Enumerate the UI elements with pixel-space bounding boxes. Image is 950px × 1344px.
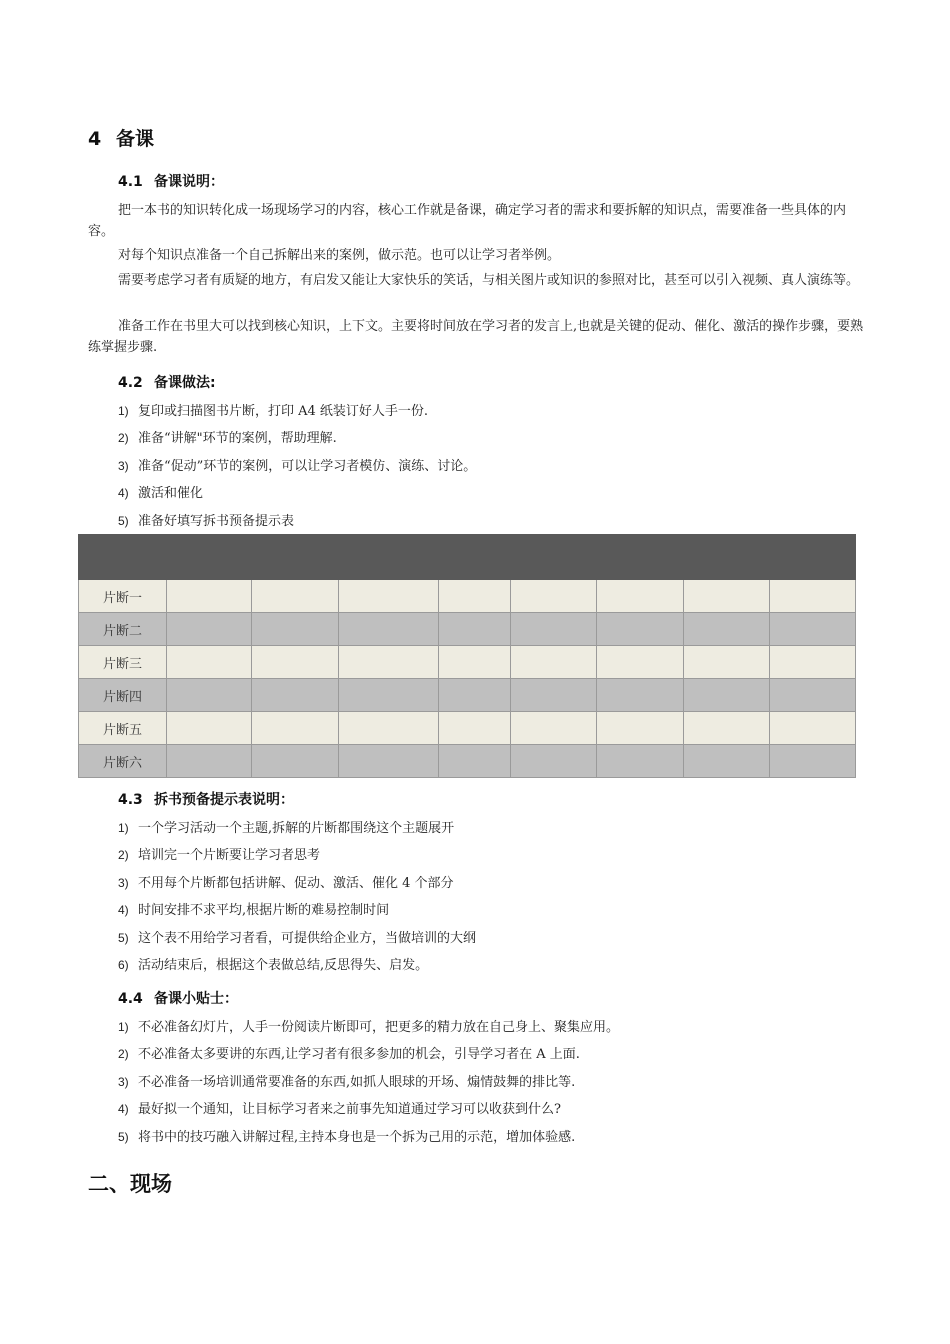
list-item: 3) 不必准备一场培训通常要准备的东西,如抓人眼球的开场、煽情鼓舞的排比等. xyxy=(118,1074,576,1090)
table-cell xyxy=(684,679,770,712)
subsection-number: 4.4 xyxy=(118,991,143,1007)
table-cell xyxy=(684,745,770,778)
table-row xyxy=(79,613,856,646)
table-cell xyxy=(684,580,770,613)
table-cell xyxy=(166,613,251,646)
list-item: 1) 一个学习活动一个主题,拆解的片断都围绕这个主题展开 xyxy=(118,821,455,836)
table-cell xyxy=(338,712,438,745)
subsection-heading-4-2 xyxy=(118,372,216,392)
table-header-cell xyxy=(511,535,597,580)
table-cell xyxy=(597,580,684,613)
list-item: 5) 将书中的技巧融入讲解过程,主持本身也是一个拆为己用的示范，增加体验感. xyxy=(118,1129,576,1145)
table-cell xyxy=(597,745,684,778)
row-label: 片断二 xyxy=(79,613,167,646)
list-item: 3) 不用每个片断都包括讲解、促动、激活、催化 4 个部分 xyxy=(118,875,454,891)
table-cell xyxy=(166,745,251,778)
table-cell xyxy=(438,580,511,613)
table-cell xyxy=(511,613,597,646)
paragraph: 把一本书的知识转化成一场现场学习的内容，核心工作就是备课，确定学习者的需求和要拆解的知识点，需要准备一些具体的内容。 xyxy=(88,203,847,239)
table-cell xyxy=(684,712,770,745)
table-header-cell xyxy=(597,535,684,580)
list-item: 6) 活动结束后，根据这个表做总结,反思得失、启发。 xyxy=(118,957,429,973)
table-cell xyxy=(770,580,856,613)
table-header-cell xyxy=(79,535,167,580)
table-cell xyxy=(770,646,856,679)
table-cell xyxy=(251,580,338,613)
table-header-cell xyxy=(684,535,770,580)
table-row xyxy=(79,580,856,613)
table-cell xyxy=(166,580,251,613)
subsection-title: 备课做法: xyxy=(154,375,216,391)
table-cell xyxy=(338,679,438,712)
table-cell xyxy=(597,712,684,745)
list-item: 4) 最好拟一个通知，让目标学习者来之前事先知道通过学习可以收获到什么? xyxy=(118,1102,561,1118)
table-cell xyxy=(438,646,511,679)
table-cell xyxy=(166,679,251,712)
table-header-cell xyxy=(166,535,251,580)
list-item: 3) 准备“促动”环节的案例，可以让学习者模仿、演练、讨论。 xyxy=(118,458,477,474)
table-cell xyxy=(511,646,597,679)
part-heading: 二、现场 xyxy=(88,1172,172,1196)
table-row xyxy=(79,679,856,712)
table-cell xyxy=(338,646,438,679)
table-cell xyxy=(511,745,597,778)
table-cell xyxy=(251,745,338,778)
table-header-cell xyxy=(438,535,511,580)
table-cell xyxy=(770,712,856,745)
table-header-cell xyxy=(251,535,338,580)
subsection-title: 备课说明： xyxy=(154,174,224,190)
section-heading-4 xyxy=(88,124,154,151)
row-label: 片断一 xyxy=(79,580,167,613)
list-item: 1) 复印或扫描图书片断，打印 A4 纸装订好人手一份. xyxy=(118,404,429,419)
subsection-heading-4-1 xyxy=(118,171,224,191)
table-row xyxy=(79,712,856,745)
table-cell xyxy=(338,613,438,646)
subsection-title: 备课小贴士： xyxy=(154,991,238,1007)
section-number: 4 xyxy=(88,128,102,150)
subsection-number: 4.3 xyxy=(118,792,143,808)
table-cell xyxy=(597,646,684,679)
table-cell xyxy=(770,745,856,778)
table-cell xyxy=(338,745,438,778)
subsection-heading-4-4 xyxy=(118,988,238,1008)
row-label: 片断四 xyxy=(79,679,167,712)
prep-table xyxy=(78,534,856,778)
list-item: 2) 准备“讲解"环节的案例，帮助理解. xyxy=(118,431,337,447)
table-cell xyxy=(511,580,597,613)
subsection-number: 4.2 xyxy=(118,375,143,391)
table-header-cell xyxy=(770,535,856,580)
table-cell xyxy=(438,613,511,646)
paragraph: 对每个知识点准备一个自己拆解出来的案例，做示范。也可以让学习者举例。 xyxy=(118,248,561,263)
table-cell xyxy=(251,679,338,712)
list-item: 5) 准备好填写拆书预备提示表 xyxy=(118,513,295,529)
subsection-number: 4.1 xyxy=(118,174,143,190)
table-cell xyxy=(166,712,251,745)
steps-list xyxy=(118,401,476,538)
row-label: 片断三 xyxy=(79,646,167,679)
paragraph: 需要考虑学习者有质疑的地方，有启发又能让大家快乐的笑话，与相关图片或知识的参照对比，甚至可以引入视频、真人演练等。 xyxy=(118,273,860,288)
notes-list xyxy=(118,818,476,982)
table-cell xyxy=(511,712,597,745)
table-cell xyxy=(166,646,251,679)
list-item: 1) 不必准备幻灯片，人手一份阅读片断即可，把更多的精力放在自己身上、聚集应用。 xyxy=(118,1020,620,1035)
table-cell xyxy=(684,646,770,679)
table-cell xyxy=(438,745,511,778)
list-item: 4) 时间安排不求平均,根据片断的难易控制时间 xyxy=(118,903,390,919)
table-cell xyxy=(438,712,511,745)
table-cell xyxy=(770,679,856,712)
table-cell xyxy=(338,580,438,613)
table-header-row xyxy=(79,535,856,580)
subsection-heading-4-3 xyxy=(118,789,294,809)
table-cell xyxy=(684,613,770,646)
table-cell xyxy=(251,712,338,745)
row-label: 片断六 xyxy=(79,745,167,778)
section-title: 备课 xyxy=(116,128,155,150)
list-item: 4) 激活和催化 xyxy=(118,486,204,502)
table-cell xyxy=(770,613,856,646)
table-cell xyxy=(438,679,511,712)
table-row xyxy=(79,745,856,778)
table-cell xyxy=(597,679,684,712)
table-cell xyxy=(251,646,338,679)
list-item: 5) 这个表不用给学习者看，可提供给企业方，当做培训的大纲 xyxy=(118,930,477,946)
tips-list xyxy=(118,1017,619,1154)
table-cell xyxy=(251,613,338,646)
table-header-cell xyxy=(338,535,438,580)
table-cell xyxy=(511,679,597,712)
subsection-title: 拆书预备提示表说明： xyxy=(154,792,294,808)
table-row xyxy=(79,646,856,679)
table-cell xyxy=(597,613,684,646)
list-item: 2) 培训完一个片断要让学习者思考 xyxy=(118,848,321,864)
paragraph: 准备工作在书里大可以找到核心知识，上下文。主要将时间放在学习者的发言上,也就是关键的促动、催化、激活的操作步骤，要熟练掌握步骤. xyxy=(88,319,864,355)
list-item: 2) 不必准备太多要讲的东西,让学习者有很多参加的机会，引导学习者在 A 上面. xyxy=(118,1047,580,1063)
row-label: 片断五 xyxy=(79,712,167,745)
